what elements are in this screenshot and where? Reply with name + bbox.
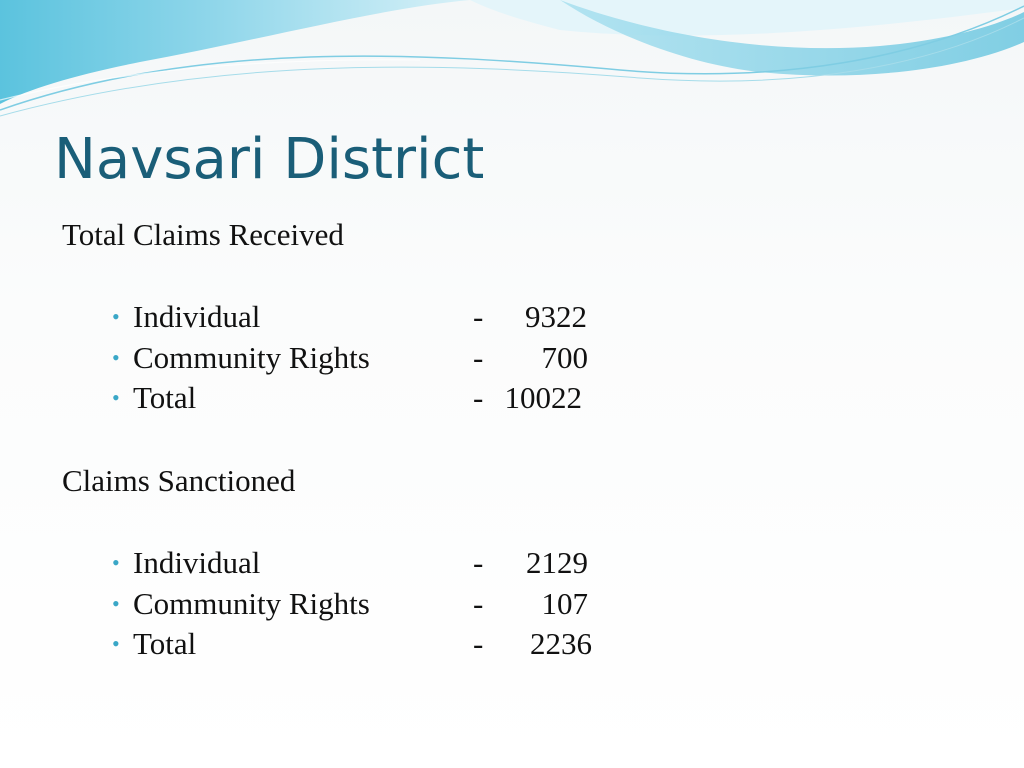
item-label: Total <box>133 380 197 415</box>
item-value: 10022 <box>504 380 582 415</box>
bullet-icon: • <box>112 385 120 410</box>
item-dash: - <box>473 299 484 334</box>
item-value: 2129 <box>526 545 588 580</box>
item-dash: - <box>473 339 484 375</box>
wave-header-decoration <box>0 0 1024 130</box>
section-heading-claims-sanctioned: Claims Sanctioned <box>62 463 296 498</box>
item-label: Individual <box>133 299 261 334</box>
list-item-community-rights <box>112 584 632 625</box>
slide-title: Navsari District <box>54 127 485 192</box>
list-item-total <box>112 378 632 419</box>
bullet-icon: • <box>112 550 120 575</box>
list-item-total <box>112 624 632 665</box>
item-label: Community Rights <box>133 339 370 375</box>
item-dash: - <box>473 626 484 661</box>
bullet-icon: • <box>112 344 120 370</box>
bullet-icon: • <box>112 304 120 329</box>
item-label: Community Rights <box>133 585 370 621</box>
section-heading-total-claims-received: Total Claims Received <box>62 217 344 252</box>
item-label: Individual <box>133 545 261 580</box>
item-dash: - <box>473 545 484 580</box>
item-dash: - <box>473 380 484 415</box>
bullet-icon: • <box>112 631 120 656</box>
item-value: 700 <box>541 339 588 375</box>
list-item-individual <box>112 543 632 584</box>
item-value: 2236 <box>530 626 592 661</box>
claims-received-list <box>112 297 632 419</box>
item-value: 107 <box>541 585 588 621</box>
item-label: Total <box>133 626 197 661</box>
item-value: 9322 <box>525 299 587 334</box>
claims-sanctioned-list <box>112 543 632 665</box>
bullet-icon: • <box>112 590 120 616</box>
item-dash: - <box>473 585 484 621</box>
list-item-individual <box>112 297 632 338</box>
list-item-community-rights <box>112 338 632 379</box>
